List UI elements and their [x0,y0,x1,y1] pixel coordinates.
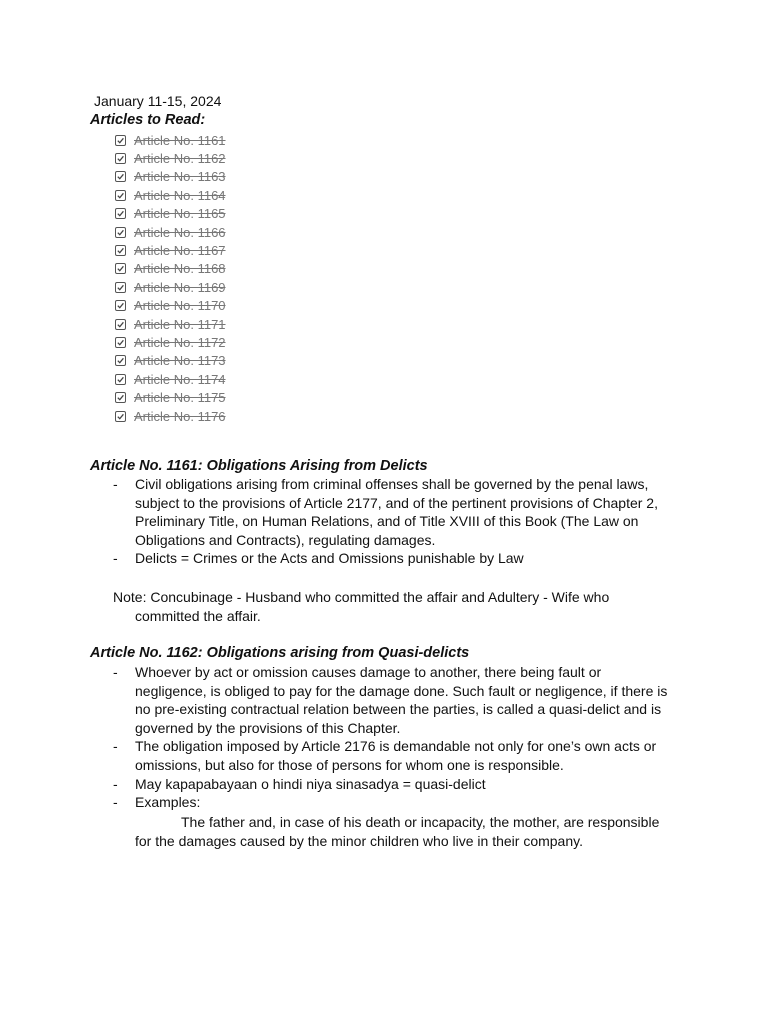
bullet-item [113,549,673,568]
bullet-dash: - [113,775,118,792]
checklist-item-label: Article No. 1166 [134,224,226,240]
bullet-item [113,793,673,812]
date-line: January 11-15, 2024 [94,93,222,109]
checklist-item[interactable] [115,149,226,167]
checked-checkbox-icon[interactable] [115,208,126,219]
checklist-item[interactable] [115,315,226,333]
bullet-item [113,663,673,737]
checked-checkbox-icon[interactable] [115,337,126,348]
checklist-item[interactable] [115,370,226,388]
articles-heading: Articles to Read: [90,112,206,128]
section2-bullets [113,663,673,812]
checklist-item-label: Article No. 1162 [134,151,226,167]
checked-checkbox-icon[interactable] [115,263,126,274]
bullet-dash: - [113,794,118,811]
section2-example: The father and, in case of his death or incapacity, the mother, are responsible for the damages caused by the minor children who live in their company. [135,814,660,849]
bullet-dash: - [113,476,118,492]
bullet-text: The obligation imposed by Article 2176 is demandable not only for one’s own acts or omissions, but also for those of persons for whom one is responsible. [135,738,657,773]
checklist-item-label: Article No. 1171 [134,316,226,332]
checklist-item-label: Article No. 1164 [134,187,226,203]
checklist-item-label: Article No. 1163 [134,169,226,185]
checked-checkbox-icon[interactable] [115,411,126,422]
section2-heading: Article No. 1162: Obligations arising from Quasi-delicts [90,645,470,661]
checklist-item[interactable] [115,186,226,204]
bullet-text: Examples: [135,794,201,811]
checklist-item-label: Article No. 1176 [134,408,226,424]
checked-checkbox-icon[interactable] [115,319,126,330]
checklist-item[interactable] [115,131,226,149]
checklist-item[interactable] [115,297,226,315]
checklist-item-label: Article No. 1170 [134,298,226,314]
checklist-item[interactable] [115,260,226,278]
section1-bullets [113,475,673,568]
bullet-text: Civil obligations arising from criminal offenses shall be governed by the penal laws, subject to the provisions of Article 2177, and of the pertinent provisions of Chapter 2, Preliminary Title, on Human Relations, and of Title XVIII of this Book (The Law on Obligations and Contracts), regulating damages. [135,476,658,548]
checklist-item[interactable] [115,407,226,425]
checklist-item[interactable] [115,223,226,241]
bullet-item [113,475,673,549]
checked-checkbox-icon[interactable] [115,392,126,403]
checked-checkbox-icon[interactable] [115,355,126,366]
bullet-item [113,737,673,774]
checklist-item[interactable] [115,168,226,186]
checklist-item-label: Article No. 1167 [134,243,226,259]
section1-heading: Article No. 1161: Obligations Arising from Delicts [90,458,428,474]
checked-checkbox-icon[interactable] [115,190,126,201]
bullet-dash: - [113,550,118,567]
checked-checkbox-icon[interactable] [115,171,126,182]
checked-checkbox-icon[interactable] [115,282,126,293]
bullet-text: Whoever by act or omission causes damage to another, there being fault or negligence, is obliged to pay for the damage done. Such fault or negligence, if there is no pre-existing contractual relation between the parties, is called a quasi-delict and is governed by the provisions of this Chapter. [135,664,668,736]
checklist-item-label: Article No. 1174 [134,371,226,387]
checklist-item-label: Article No. 1172 [134,334,226,350]
checked-checkbox-icon[interactable] [115,300,126,311]
checklist-item[interactable] [115,333,226,351]
checklist-item-label: Article No. 1165 [134,206,226,222]
checklist-item-label: Article No. 1175 [134,390,226,406]
checklist-item[interactable] [115,278,226,296]
bullet-dash: - [113,664,118,680]
bullet-text: Delicts = Crimes or the Acts and Omissions punishable by Law [135,550,524,567]
checked-checkbox-icon[interactable] [115,245,126,256]
checklist-item-label: Article No. 1168 [134,261,226,277]
articles-checklist [115,131,226,425]
bullet-text: May kapapabayaan o hindi niya sinasadya = quasi-delict [135,775,486,792]
checklist-item-label: Article No. 1169 [134,279,226,295]
checklist-item-label: Article No. 1173 [134,353,226,369]
checked-checkbox-icon[interactable] [115,374,126,385]
checklist-item[interactable] [115,388,226,406]
checked-checkbox-icon[interactable] [115,153,126,164]
checked-checkbox-icon[interactable] [115,135,126,146]
checklist-item[interactable] [115,241,226,259]
bullet-item [113,775,673,794]
checklist-item-label: Article No. 1161 [134,132,226,148]
checked-checkbox-icon[interactable] [115,227,126,238]
section1-note: Note: Concubinage - Husband who committed the affair and Adultery - Wife who committed the affair. [113,589,610,624]
bullet-dash: - [113,738,118,755]
checklist-item[interactable] [115,352,226,370]
checklist-item[interactable] [115,205,226,223]
